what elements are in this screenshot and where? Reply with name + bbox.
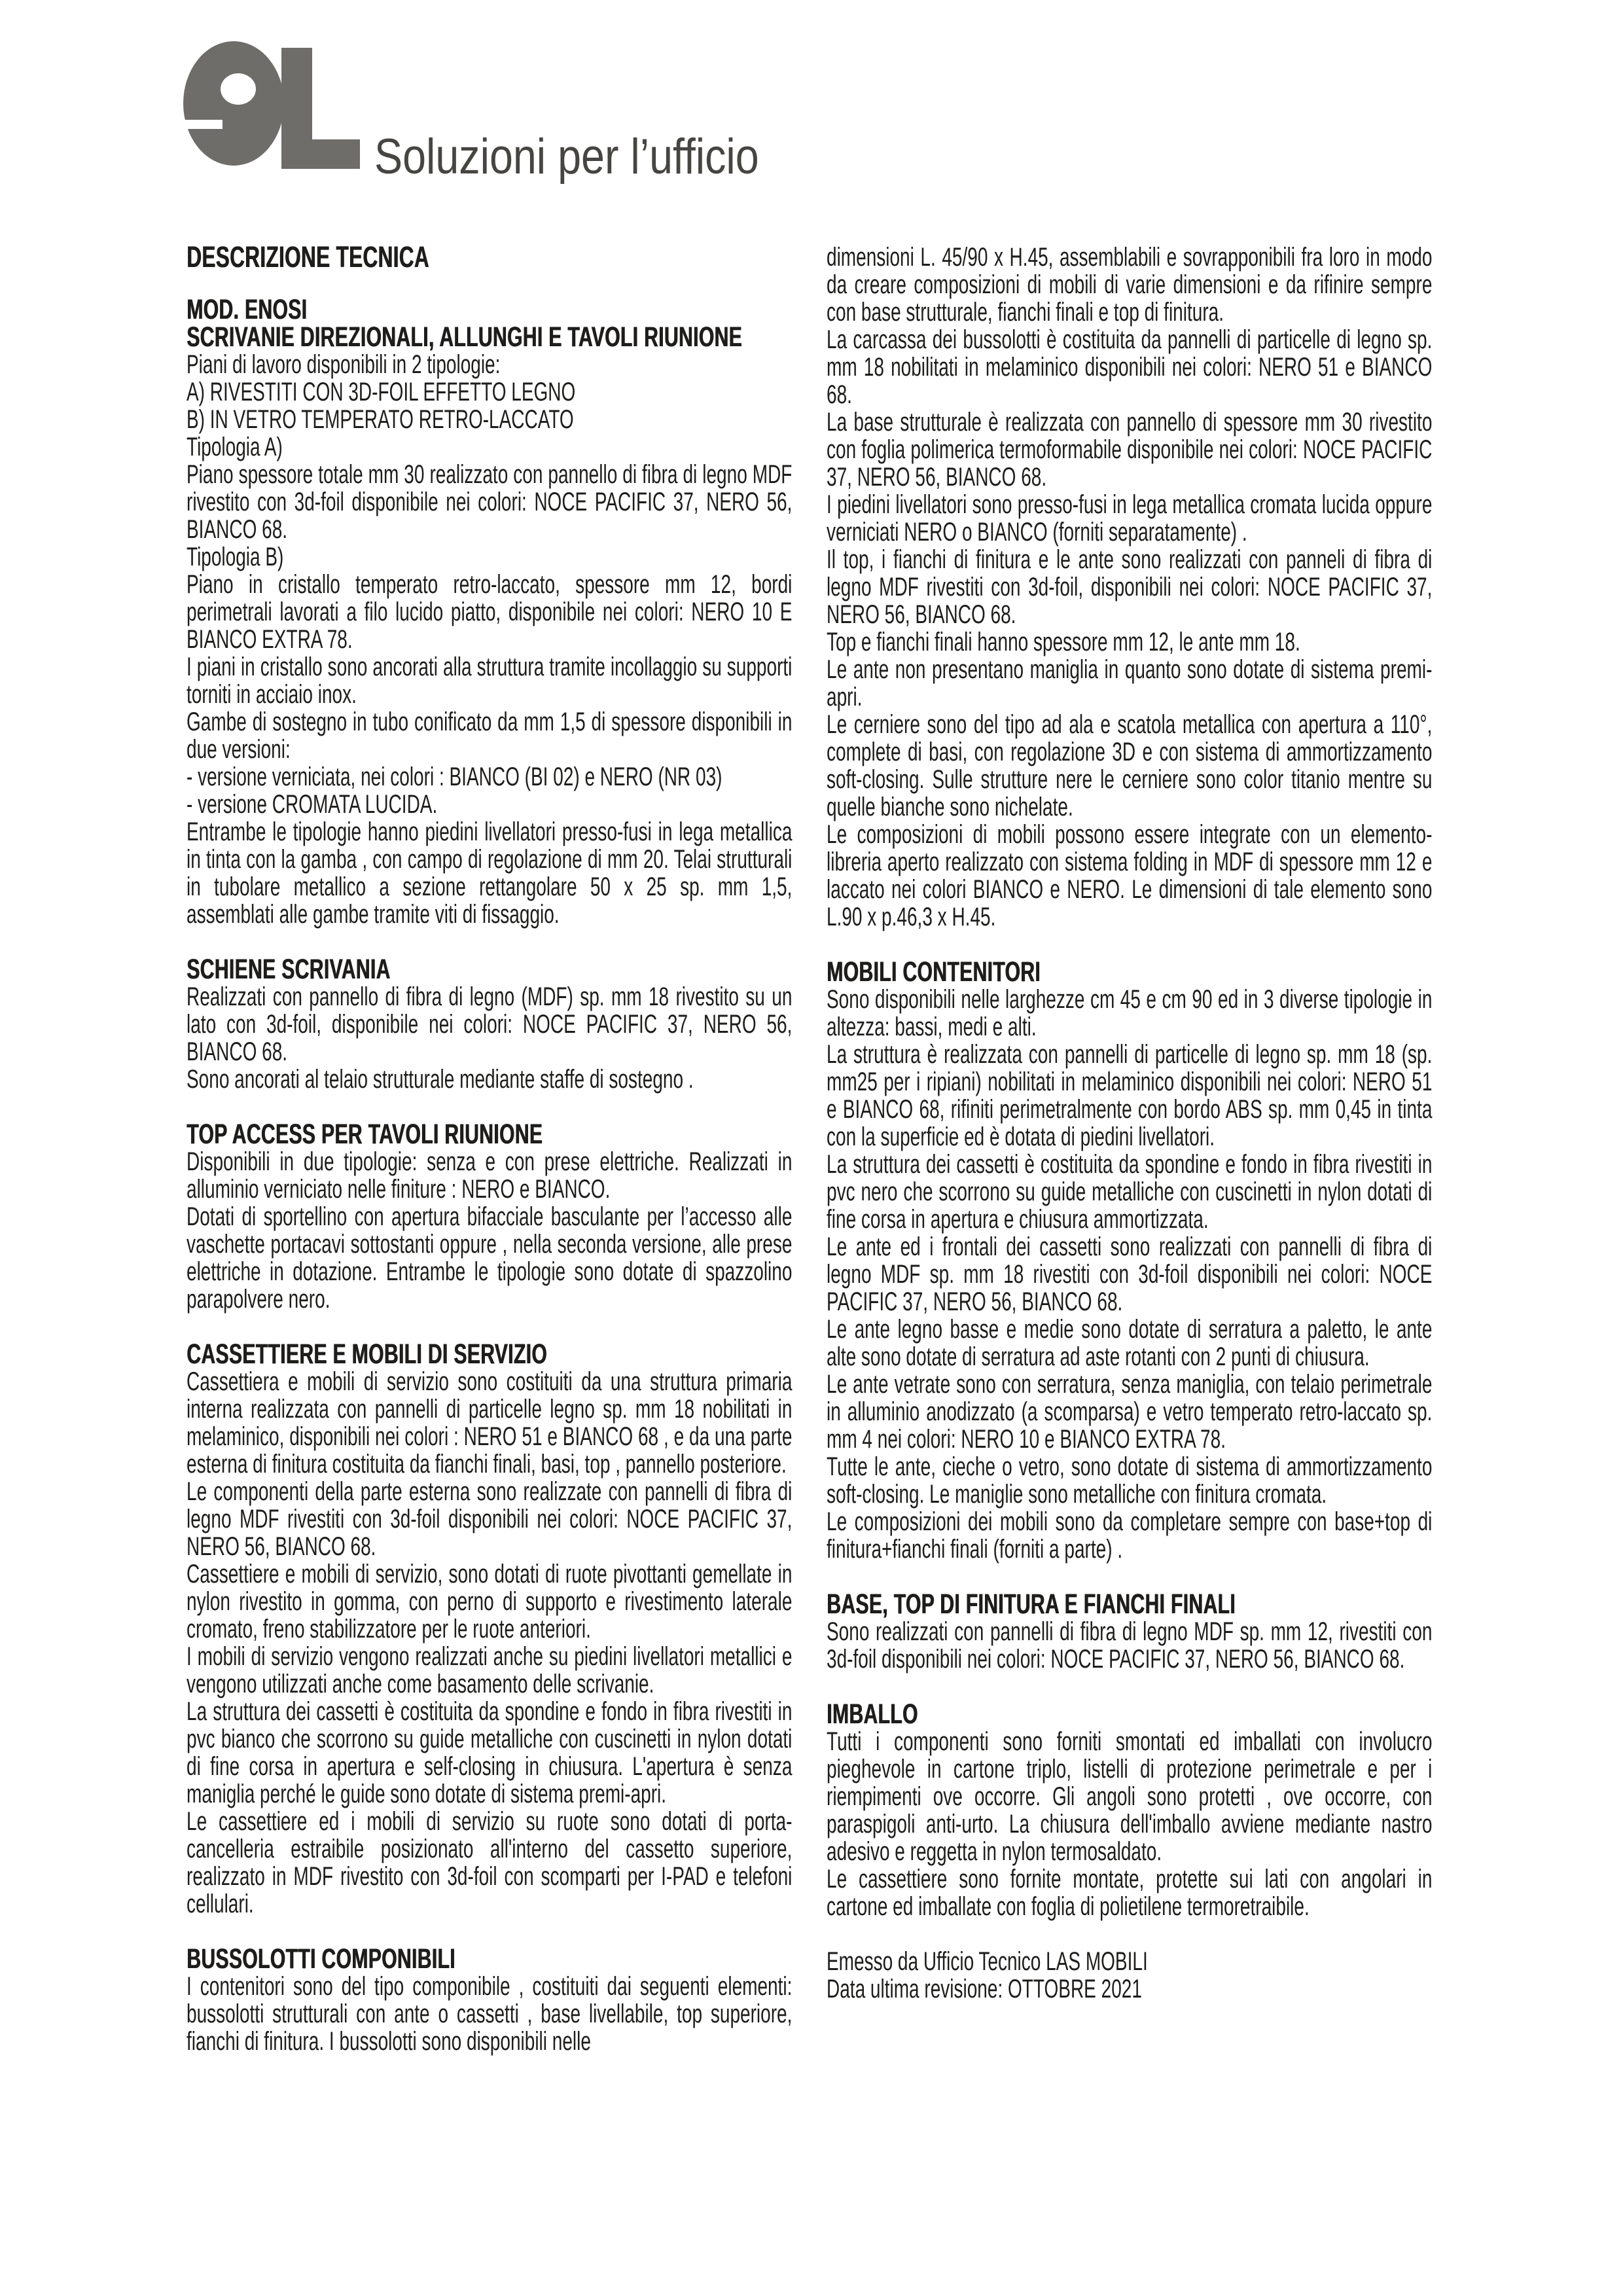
- paragraph: dimensioni L. 45/90 x H.45, assemblabili e sovrapponibili fra loro in modo da creare composizioni di mobili di varie dimensioni e da rifinire sempre con base strutturale, fianchi finali e top di finitura.: [827, 243, 1433, 327]
- paragraph: Emesso da Ufficio Tecnico LAS MOBILI: [827, 1947, 1148, 1976]
- paragraph: La struttura è realizzata con pannelli di particelle di legno sp. mm 18 (sp. mm25 per i ripiani) nobilitati in melaminico disponibili nei colori: NERO 51 e BIANCO 68, rifiniti perimetralmente con bordo ABS sp. mm 0,45 in tinta con la superficie ed è dotata di piedini livellatori.: [827, 1040, 1433, 1151]
- logo-l-foot: [281, 139, 360, 169]
- paragraph: La base strutturale è realizzata con pannello di spessore mm 30 rivestito con foglia polimerica termoformabile disponibile nei colori: NOCE PACIFIC 37, NERO 56, BIANCO 68.: [827, 408, 1433, 492]
- section-heading: MOBILI CONTENITORI: [827, 956, 1041, 988]
- paragraph: Le ante ed i frontali dei cassetti sono realizzati con pannelli di fibra di legno MDF sp. mm 18 rivestiti con 3d-foil disponibili nei colori: NOCE PACIFIC 37, NERO 56, BIANCO 68.: [827, 1232, 1433, 1316]
- logo-e-aperture: [183, 120, 223, 129]
- section-heading: SCRIVANIE DIREZIONALI, ALLUNGHI E TAVOLI RIUNIONE: [187, 321, 742, 353]
- paragraph: Le ante legno basse e medie sono dotate di serratura a paletto, le ante alte sono dotate di serratura ad aste rotanti con 2 punti di chiusura.: [827, 1315, 1433, 1371]
- paragraph: I piani in cristallo sono ancorati alla struttura tramite incollaggio su supporti torniti in acciaio inox.: [187, 653, 793, 709]
- paragraph: Tipologia A): [187, 433, 283, 461]
- section-heading: TOP ACCESS PER TAVOLI RIUNIONE: [187, 1119, 543, 1150]
- paragraph: Le ante vetrate sono con serratura, senza maniglia, con telaio perimetrale in alluminio anodizzato (a scomparsa) e vetro temperato retro-laccato sp. mm 4 nei colori: NERO 10 e BIANCO EXTRA 78.: [827, 1370, 1433, 1454]
- paragraph: Tutti i componenti sono forniti smontati ed imballati con involucro pieghevole in cartone triplo, listelli di protezione perimetrale e per i riempimenti ove occorre. Gli angoli sono protetti , ove occorre, con paraspigoli anti-urto. La chiusura dell'imballo avviene mediante nastro adesivo e reggetta in nylon termosaldato.: [827, 1727, 1433, 1866]
- left-column: [187, 240, 793, 2056]
- section-heading: BUSSOLOTTI COMPONIBILI: [187, 1943, 455, 1975]
- paragraph: Dotati di sportellino con apertura bifacciale basculante per l’accesso alle vaschette portacavi sottostanti oppure , nella seconda versione, alle prese elettriche in dotazione. Entrambe le tipologie sono dotate di spazzolino parapolvere nero.: [187, 1202, 793, 1314]
- paragraph: Le componenti della parte esterna sono realizzate con pannelli di fibra di legno MDF rivestiti con 3d-foil disponibili nei colori: NOCE PACIFIC 37, NERO 56, BIANCO 68.: [187, 1477, 793, 1561]
- paragraph: I contenitori sono del tipo componibile , costituiti dai seguenti elementi: bussolotti strutturali con ante o cassetti , base livellabile, top superiore, fianchi di finitura. I bussolotti sono disponibili nelle: [187, 1972, 793, 2056]
- paragraph: Piani di lavoro disponibili in 2 tipologie:: [187, 350, 501, 379]
- paragraph: La carcassa dei bussolotti è costituita da pannelli di particelle di legno sp. mm 18 nobilitati in melaminico disponibili nei colori: NERO 51 e BIANCO 68.: [827, 325, 1433, 409]
- paragraph: La struttura dei cassetti è costituita da spondine e fondo in fibra rivestiti in pvc bianco che scorrono su guide metalliche con cuscinetti in nylon dotati di fine corsa in apertura e self-closing in chiusura. L'apertura è senza maniglia perché le guide sono dotate di sistema premi-apri.: [187, 1697, 793, 1808]
- paragraph: Top e fianchi finali hanno spessore mm 12, le ante mm 18.: [827, 628, 1300, 656]
- section-heading: MOD. ENOSI: [187, 294, 308, 325]
- section-heading: IMBALLO: [827, 1698, 918, 1730]
- paragraph: A) RIVESTITI CON 3D-FOIL EFFETTO LEGNO: [187, 378, 576, 406]
- logo-e-counter: [221, 73, 256, 105]
- paragraph: Le cassettiere ed i mobili di servizio su ruote sono dotati di porta-cancelleria estraibile posizionato all'interno del cassetto superiore, realizzato in MDF rivestito con 3d-foil con scomparti per I-PAD e telefoni cellulari.: [187, 1807, 793, 1918]
- paragraph: Gambe di sostegno in tubo conificato da mm 1,5 di spessore disponibili in due versioni:: [187, 708, 793, 764]
- paragraph: Le cerniere sono del tipo ad ala e scatola metallica con apertura a 110°, complete di basi, con regolazione 3D e con sistema di ammortizzamento soft-closing. Sulle strutture nere le cerniere sono color titanio mentre su quelle bianche sono nichelate.: [827, 710, 1433, 821]
- paragraph: - versione verniciata, nei colori : BIANCO (BI 02) e NERO (NR 03): [187, 762, 722, 791]
- paragraph: Le ante non presentano maniglia in quanto sono dotate di sistema premi-apri.: [827, 655, 1433, 711]
- paragraph: I piedini livellatori sono presso-fusi in lega metallica cromata lucida oppure verniciati NERO o BIANCO (forniti separatamente) .: [827, 490, 1433, 547]
- section-heading: BASE, TOP DI FINITURA E FIANCHI FINALI: [827, 1588, 1236, 1620]
- paragraph: Realizzati con pannello di fibra di legno (MDF) sp. mm 18 rivestito su un lato con 3d-foil, disponibile nei colori: NOCE PACIFIC 37, NERO 56, BIANCO 68.: [187, 982, 793, 1066]
- paragraph: Le composizioni di mobili possono essere integrate con un elemento-libreria aperto realizzato con sistema folding in MDF di spessore mm 12 e laccato nei colori BIANCO e NERO. Le dimensioni di tale elemento sono L.90 x p.46,3 x H.45.: [827, 820, 1433, 931]
- paragraph: La struttura dei cassetti è costituita da spondine e fondo in fibra rivestiti in pvc nero che scorrono su guide metalliche con cuscinetti in nylon dotati di fine corsa in apertura e chiusura ammortizzata.: [827, 1150, 1433, 1234]
- paragraph: Cassettiera e mobili di servizio sono costituiti da una struttura primaria interna realizzata con pannelli di particelle legno sp. mm 18 nobilitati in melaminico, disponibili nei colori : NERO 51 e BIANCO 68 , e da una parte esterna di finitura costituita da fianchi finali, basi, top , pannello posteriore.: [187, 1367, 793, 1479]
- paragraph: Data ultima revisione: OTTOBRE 2021: [827, 1975, 1142, 2003]
- paragraph: Le cassettiere sono fornite montate, protette sui lati con angolari in cartone ed imballate con foglia di polietilene termoretraibile.: [827, 1865, 1433, 1921]
- section-heading: SCHIENE SCRIVANIA: [187, 954, 391, 985]
- logo-tagline: Soluzioni per l’ufficio: [374, 129, 759, 185]
- paragraph: Sono disponibili nelle larghezze cm 45 e cm 90 ed in 3 diverse tipologie in altezza: bassi, medi e alti.: [827, 985, 1433, 1041]
- paragraph: Il top, i fianchi di finitura e le ante sono realizzati con panneli di fibra di legno MDF rivestiti con 3d-foil, disponibili nei colori: NOCE PACIFIC 37, NERO 56, BIANCO 68.: [827, 545, 1433, 629]
- paragraph: Tipologia B): [187, 543, 284, 571]
- left-column-inner: [187, 240, 793, 2056]
- paragraph: Tutte le ante, cieche o vetro, sono dotate di sistema di ammortizzamento soft-closing. Le maniglie sono metalliche con finitura cromata.: [827, 1452, 1433, 1509]
- paragraph: Le composizioni dei mobili sono da completare sempre con base+top di finitura+fianchi finali (forniti a parte) .: [827, 1507, 1433, 1564]
- paragraph: Piano spessore totale mm 30 realizzato con pannello di fibra di legno MDF rivestito con 3d-foil disponibile nei colori: NOCE PACIFIC 37, NERO 56, BIANCO 68.: [187, 460, 793, 544]
- right-column: [827, 243, 1432, 2003]
- paragraph: B) IN VETRO TEMPERATO RETRO-LACCATO: [187, 405, 574, 434]
- paragraph: Sono ancorati al telaio strutturale mediante staffe di sostegno .: [187, 1065, 694, 1094]
- company-logo-icon: [183, 41, 366, 172]
- paragraph: Cassettiere e mobili di servizio, sono dotati di ruote pivottanti gemellate in nylon rivestito in gomma, con perno di supporto e rivestimento laterale cromato, freno stabilizzatore per le ruote anteriori.: [187, 1560, 793, 1643]
- paragraph: Sono realizzati con pannelli di fibra di legno MDF sp. mm 12, rivestiti con 3d-foil disponibili nei colori: NOCE PACIFIC 37, NERO 56, BIANCO 68.: [827, 1617, 1433, 1674]
- paragraph: I mobili di servizio vengono realizzati anche su piedini livellatori metallici e vengono utilizzati anche come basamento delle scrivanie.: [187, 1642, 793, 1698]
- paragraph: Disponibili in due tipologie: senza e con prese elettriche. Realizzati in alluminio verniciato nelle finiture : NERO e BIANCO.: [187, 1147, 793, 1204]
- paragraph: Entrambe le tipologie hanno piedini livellatori presso-fusi in lega metallica in tinta con la gamba , con campo di regolazione di mm 20. Telai strutturali in tubolare metallico a sezione rettangolare 50 x 25 sp. mm 1,5, assemblati alle gambe tramite viti di fissaggio.: [187, 817, 793, 929]
- section-heading: CASSETTIERE E MOBILI DI SERVIZIO: [187, 1338, 547, 1370]
- right-column-inner: [827, 243, 1432, 2003]
- paragraph: Piano in cristallo temperato retro-laccato, spessore mm 12, bordi perimetrali lavorati a filo lucido piatto, disponibile nei colori: NERO 10 E BIANCO EXTRA 78.: [187, 570, 793, 654]
- paragraph: - versione CROMATA LUCIDA.: [187, 790, 438, 819]
- document-title: DESCRIZIONE TECNICA: [187, 240, 429, 274]
